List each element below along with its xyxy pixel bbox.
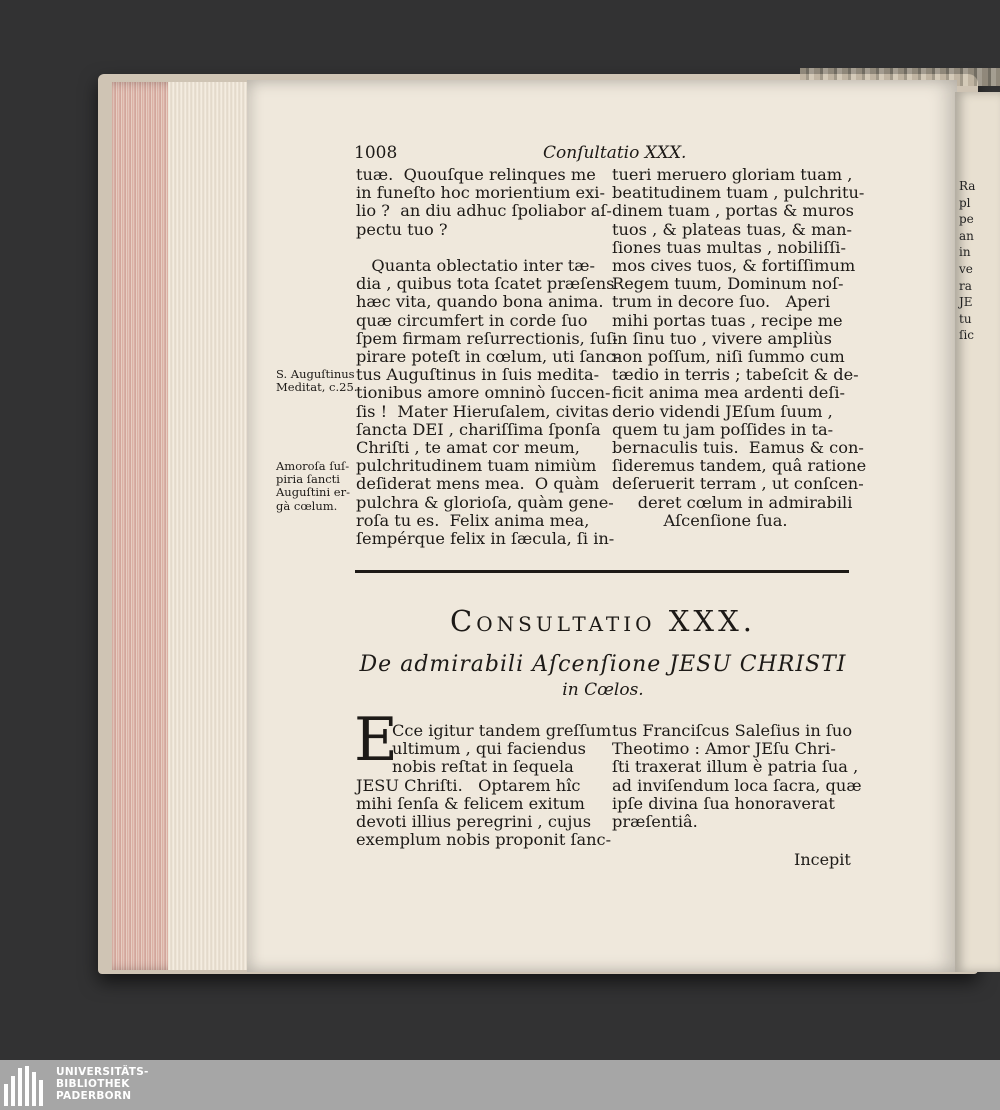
text-column-left: tuæ. Quouſque relinques me in funeſto hoc morientium exi- lio ? an diu adhuc ſpoliabor pectu tuo ? Quanta oblectatio inter tæ- dia , quibus tota ſcatet præſens hæc vita, quando bona anima. quæ circumfert in corde ſuo ſpem firmam reſurrectionis, pirare poteſt in cœlum, uti tus Auguſtinus in ſuis medita- tionibus amore omninò ſuccen- ſis ! Mater Hieruſalem, civitas ſancta DEI , chariſſima ſponſa Chriſti , te amat cor meum, pulchritudinem tuam nimiùm deſiderat mens mea. O quàm pulchra & glorioſa, quàm gene- roſa tu es. Felix anima mea, ſempérque felix in ſæcula, ſi (356, 165, 615, 549)
section-divider (355, 570, 849, 573)
running-title: Conſultatio XXX. (543, 143, 687, 163)
text-column-right: tueri meruero gloriam tuam , beatitudinem tuam , pulchritu- dinem tuam , portas & muros tuos , & plateas tuas, & man- ſiones tuas multas , nobiliſſi- mos cives tuos, & fortiſſimum Regem tuum, Dominum noſ- trum in decore ſuo. Aperi mihi portas tuas , recipe me in ſinu tuo , vivere ampliùs non poſſum, niſi ſummo cum tædio in terris ; tabeſcit & de- ficit anima mea ardenti deſi- derio videndi JEſum ſuum , quem tu jam poſſides in ta- bernaculis tuis. Eamus & con- ſideremus tandem, quâ ratione deſeruerit terram , ut conſcen- deret cœlum in admirabili Aſcenſione ſua. (612, 165, 867, 530)
next-page-strip (955, 92, 1000, 972)
next-page-text: Ra pl pe an in ve ra JE tu ſic (959, 179, 976, 343)
page-number: 1008 (354, 143, 398, 163)
library-name: UNIVERSITÄTS- BIBLIOTHEK PADERBORN (56, 1066, 149, 1103)
chapter-subheading: De admirabili Aſcenſione JESU CHRISTI (359, 652, 847, 677)
chapter-heading: Consultatio XXX. (450, 604, 756, 638)
chapter-text-right: tus Franciſcus Saleſius in ſuo Theotimo : Amor JEſu Chri- ſti traxerat illum è patria ſua ad inviſendum loca ſacra, quæ ipſe divina ſua honoraverat præſentiâ. (612, 721, 862, 832)
catchword: Incepit (794, 850, 851, 869)
chapter-subheading-line2: in Cœlos. (562, 680, 644, 700)
library-footer (0, 1060, 1000, 1110)
margin-note-source: S. Auguſtinus Meditat, c.25. (276, 367, 358, 395)
margin-note-summary: Amoroſa ſuſ- piria ſancti Auguſtini er- gà cœlum. (276, 459, 350, 513)
library-logo-icon (4, 1066, 50, 1106)
page-block-edge (112, 82, 250, 970)
chapter-text-left: Cce igitur tandem greſſum ultimum , qui faciendus nobis reſtat in ſequela JESU Chriſti. Optarem hîc mihi ſenſa & felicem exitum devoti illius peregrini , cujus exemplum nobis proponit ſanc- (356, 721, 612, 850)
drop-cap: E (354, 705, 398, 775)
